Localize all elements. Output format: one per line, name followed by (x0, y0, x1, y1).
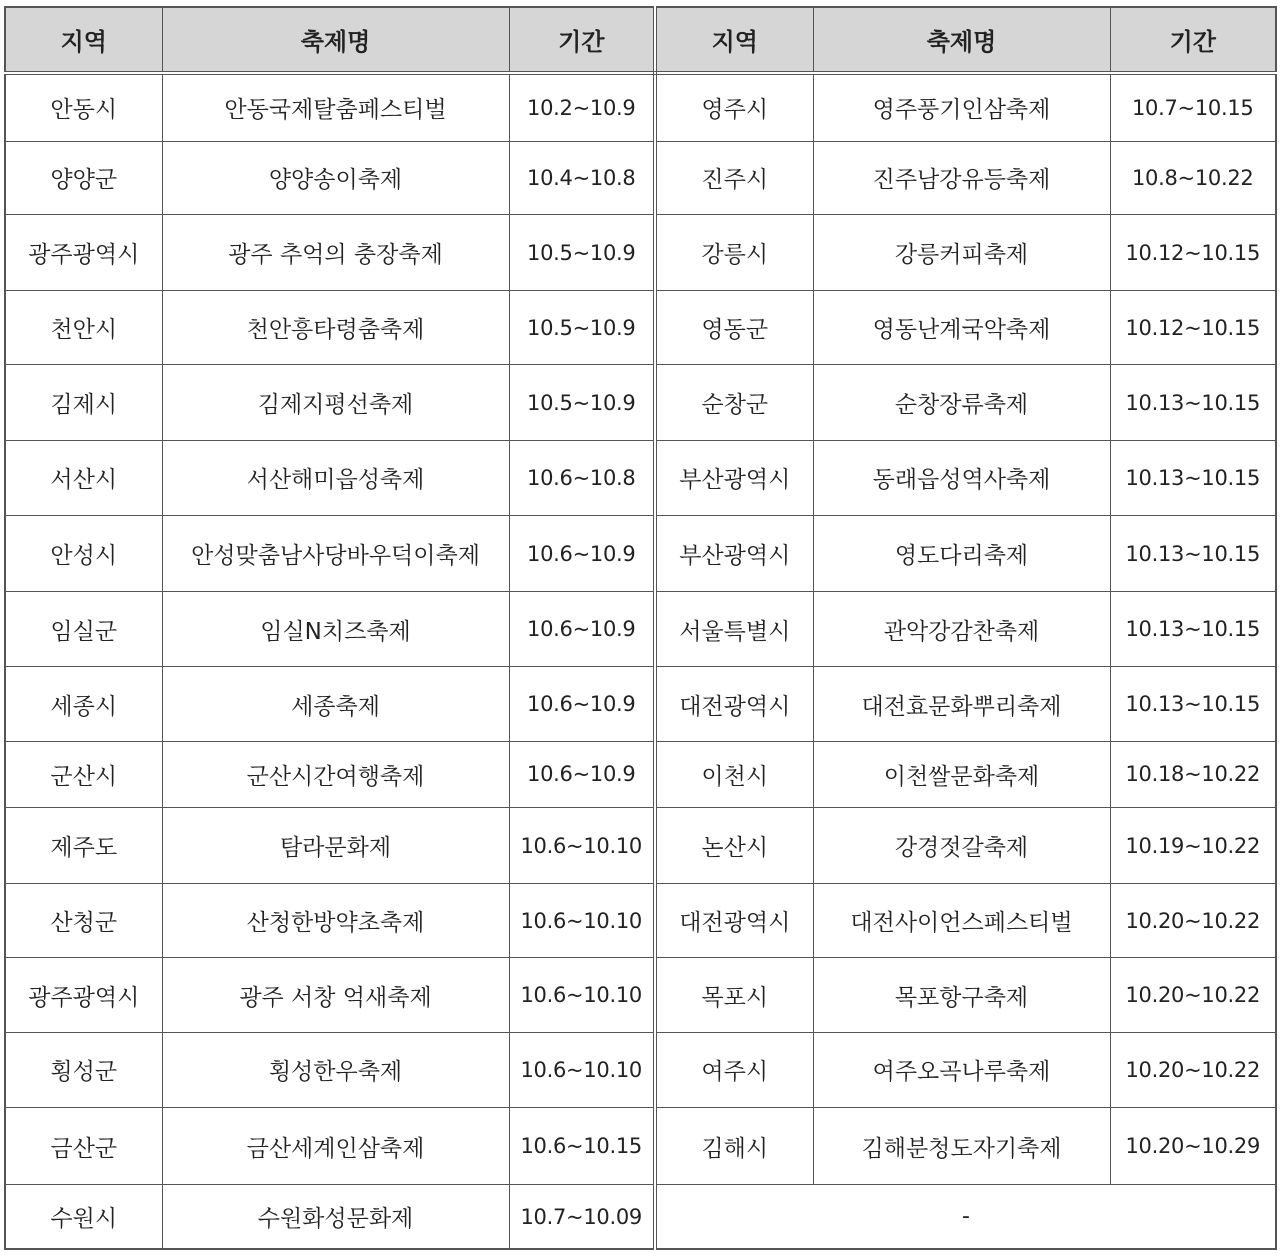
header-region-left: 지역 (5, 7, 162, 73)
right-festival-cell: 영도다리축제 (813, 515, 1110, 591)
table-row (5, 958, 1276, 1032)
right-period-cell: 10.20~10.29 (1110, 1107, 1276, 1184)
left-region-cell: 제주도 (5, 807, 162, 883)
left-festival-cell: 금산세계인삼축제 (162, 1107, 509, 1184)
left-festival-cell: 천안흥타령춤축제 (162, 291, 509, 365)
right-festival-cell: 강경젓갈축제 (813, 807, 1110, 883)
right-region-cell: 부산광역시 (655, 515, 813, 591)
right-region-cell: 진주시 (655, 141, 813, 214)
left-region-cell: 서산시 (5, 440, 162, 515)
left-region-cell: 임실군 (5, 592, 162, 667)
left-region-cell: 세종시 (5, 667, 162, 741)
left-region-cell: 안성시 (5, 515, 162, 591)
table-row (5, 1185, 1276, 1249)
right-period-cell: 10.20~10.22 (1110, 958, 1276, 1032)
left-period-cell: 10.5~10.9 (509, 365, 655, 440)
left-region-cell: 광주광역시 (5, 214, 162, 290)
header-period-left: 기간 (509, 7, 655, 73)
left-festival-cell: 탐라문화제 (162, 807, 509, 883)
left-festival-cell: 세종축제 (162, 667, 509, 741)
table-row (5, 667, 1276, 741)
right-festival-cell: 이천쌀문화축제 (813, 741, 1110, 807)
left-festival-cell: 광주 서창 억새축제 (162, 958, 509, 1032)
right-festival-cell: 관악강감찬축제 (813, 592, 1110, 667)
table-row (5, 1107, 1276, 1184)
right-period-cell: 10.20~10.22 (1110, 1032, 1276, 1107)
right-period-cell: 10.20~10.22 (1110, 884, 1276, 958)
left-period-cell: 10.5~10.9 (509, 291, 655, 365)
right-festival-cell: 김해분청도자기축제 (813, 1107, 1110, 1184)
table-row (5, 807, 1276, 883)
left-period-cell: 10.6~10.9 (509, 515, 655, 591)
right-period-cell: 10.13~10.15 (1110, 365, 1276, 440)
left-region-cell: 횡성군 (5, 1032, 162, 1107)
right-festival-cell: 목포항구축제 (813, 958, 1110, 1032)
right-region-cell: 부산광역시 (655, 440, 813, 515)
right-region-cell: 강릉시 (655, 214, 813, 290)
header-region-right: 지역 (655, 7, 813, 73)
empty-cell: - (655, 1185, 1276, 1249)
table-row (5, 741, 1276, 807)
left-festival-cell: 광주 추억의 충장축제 (162, 214, 509, 290)
table-row (5, 884, 1276, 958)
table-row (5, 592, 1276, 667)
left-period-cell: 10.6~10.9 (509, 592, 655, 667)
right-period-cell: 10.12~10.15 (1110, 214, 1276, 290)
right-region-cell: 이천시 (655, 741, 813, 807)
right-festival-cell: 강릉커피축제 (813, 214, 1110, 290)
right-period-cell: 10.13~10.15 (1110, 440, 1276, 515)
left-festival-cell: 수원화성문화제 (162, 1185, 509, 1249)
header-row (5, 7, 1276, 73)
left-period-cell: 10.6~10.9 (509, 741, 655, 807)
table-row (5, 440, 1276, 515)
left-festival-cell: 서산해미읍성축제 (162, 440, 509, 515)
left-region-cell: 금산군 (5, 1107, 162, 1184)
left-region-cell: 안동시 (5, 73, 162, 141)
right-festival-cell: 영주풍기인삼축제 (813, 73, 1110, 141)
right-region-cell: 서울특별시 (655, 592, 813, 667)
left-festival-cell: 임실N치즈축제 (162, 592, 509, 667)
left-festival-cell: 양양송이축제 (162, 141, 509, 214)
right-festival-cell: 대전효문화뿌리축제 (813, 667, 1110, 741)
festival-table (4, 6, 1277, 1250)
table-row (5, 141, 1276, 214)
left-region-cell: 산청군 (5, 884, 162, 958)
table-row (5, 365, 1276, 440)
right-region-cell: 영주시 (655, 73, 813, 141)
left-region-cell: 광주광역시 (5, 958, 162, 1032)
left-region-cell: 수원시 (5, 1185, 162, 1249)
right-festival-cell: 여주오곡나루축제 (813, 1032, 1110, 1107)
right-period-cell: 10.13~10.15 (1110, 515, 1276, 591)
left-period-cell: 10.4~10.8 (509, 141, 655, 214)
left-festival-cell: 김제지평선축제 (162, 365, 509, 440)
header-festival-right: 축제명 (813, 7, 1110, 73)
right-period-cell: 10.18~10.22 (1110, 741, 1276, 807)
right-region-cell: 김해시 (655, 1107, 813, 1184)
table-row (5, 291, 1276, 365)
left-period-cell: 10.6~10.15 (509, 1107, 655, 1184)
table-row (5, 1032, 1276, 1107)
right-region-cell: 대전광역시 (655, 884, 813, 958)
right-period-cell: 10.7~10.15 (1110, 73, 1276, 141)
left-festival-cell: 군산시간여행축제 (162, 741, 509, 807)
left-festival-cell: 안성맞춤남사당바우덕이축제 (162, 515, 509, 591)
table-row (5, 515, 1276, 591)
right-region-cell: 대전광역시 (655, 667, 813, 741)
right-period-cell: 10.8~10.22 (1110, 141, 1276, 214)
right-region-cell: 여주시 (655, 1032, 813, 1107)
left-period-cell: 10.2~10.9 (509, 73, 655, 141)
left-period-cell: 10.7~10.09 (509, 1185, 655, 1249)
right-region-cell: 논산시 (655, 807, 813, 883)
right-festival-cell: 진주남강유등축제 (813, 141, 1110, 214)
right-festival-cell: 영동난계국악축제 (813, 291, 1110, 365)
left-period-cell: 10.6~10.9 (509, 667, 655, 741)
left-festival-cell: 산청한방약초축제 (162, 884, 509, 958)
left-region-cell: 군산시 (5, 741, 162, 807)
right-region-cell: 영동군 (655, 291, 813, 365)
left-festival-cell: 안동국제탈춤페스티벌 (162, 73, 509, 141)
table-body (5, 73, 1276, 1249)
right-region-cell: 목포시 (655, 958, 813, 1032)
left-region-cell: 천안시 (5, 291, 162, 365)
table-row (5, 73, 1276, 141)
left-festival-cell: 횡성한우축제 (162, 1032, 509, 1107)
left-period-cell: 10.6~10.10 (509, 1032, 655, 1107)
table-row (5, 214, 1276, 290)
right-festival-cell: 순창장류축제 (813, 365, 1110, 440)
left-region-cell: 양양군 (5, 141, 162, 214)
left-period-cell: 10.6~10.10 (509, 884, 655, 958)
header-period-right: 기간 (1110, 7, 1276, 73)
left-period-cell: 10.6~10.10 (509, 807, 655, 883)
left-period-cell: 10.5~10.9 (509, 214, 655, 290)
right-period-cell: 10.19~10.22 (1110, 807, 1276, 883)
left-period-cell: 10.6~10.8 (509, 440, 655, 515)
left-region-cell: 김제시 (5, 365, 162, 440)
right-region-cell: 순창군 (655, 365, 813, 440)
right-period-cell: 10.13~10.15 (1110, 592, 1276, 667)
right-festival-cell: 동래읍성역사축제 (813, 440, 1110, 515)
right-period-cell: 10.12~10.15 (1110, 291, 1276, 365)
right-period-cell: 10.13~10.15 (1110, 667, 1276, 741)
header-festival-left: 축제명 (162, 7, 509, 73)
right-festival-cell: 대전사이언스페스티벌 (813, 884, 1110, 958)
left-period-cell: 10.6~10.10 (509, 958, 655, 1032)
